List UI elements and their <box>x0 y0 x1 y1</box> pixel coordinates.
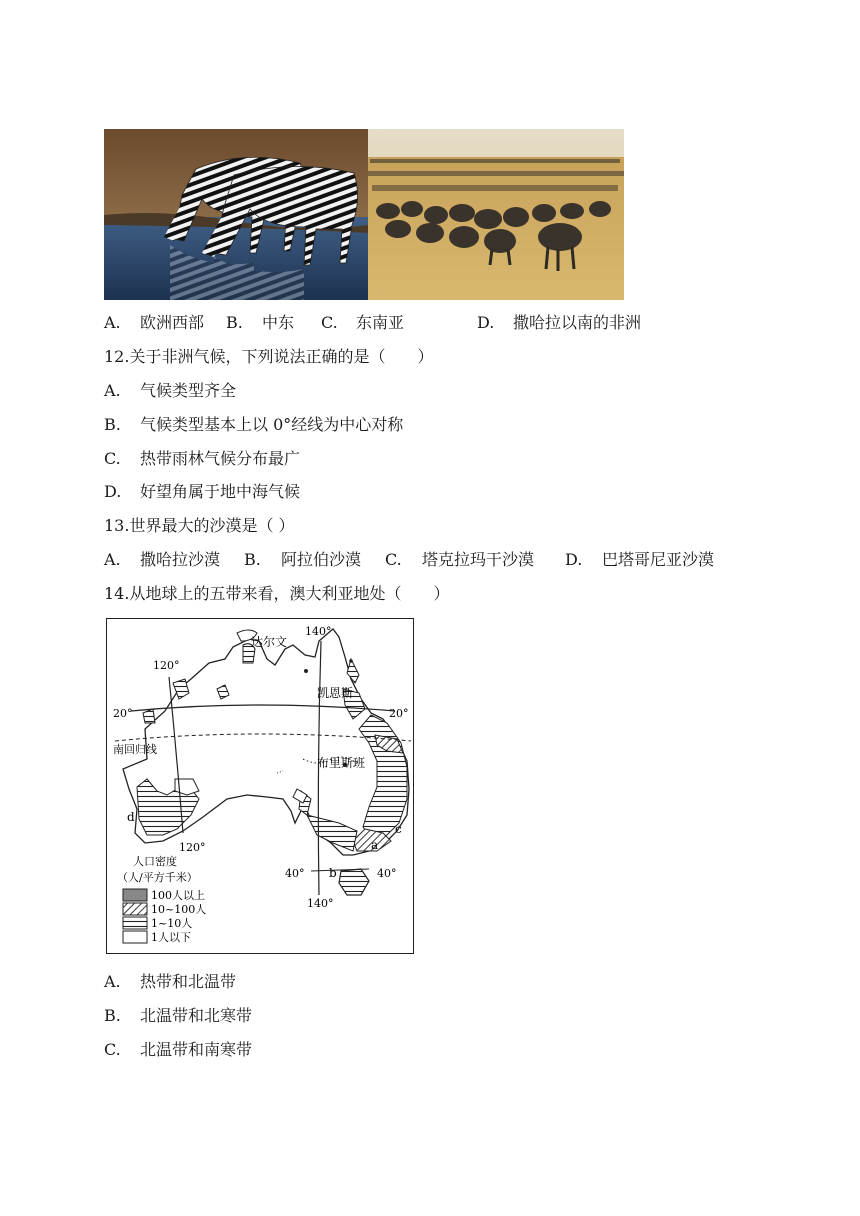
q14-option-b-letter: B. <box>104 1006 121 1025</box>
q12-option-b <box>104 415 403 435</box>
label-lat20-left: 20° <box>113 707 133 720</box>
q12-option-a <box>104 381 236 401</box>
label-lat40-left: 40° <box>285 867 305 880</box>
q14-option-a-text: 热带和北温带 <box>140 972 237 991</box>
q12-option-c-letter: C. <box>104 449 121 468</box>
q14-option-a-letter: A. <box>104 972 121 991</box>
label-lat20-right: 20° <box>389 707 409 720</box>
q13-option-c-text: 塔克拉玛干沙漠 <box>422 550 535 569</box>
q14-option-b-text: 北温带和北寒带 <box>140 1006 253 1025</box>
q11-option-c-letter: C. <box>321 313 338 332</box>
zebra-photo <box>104 129 368 300</box>
q12-option-a-text: 气候类型齐全 <box>140 381 237 400</box>
label-brisbane: 布里斯班 <box>317 756 366 770</box>
q11-option-a-letter: A. <box>104 313 121 332</box>
label-tropic: 南回归线 <box>113 743 157 756</box>
legend-item-under-1: 1人以下 <box>151 931 191 944</box>
label-lon140-bottom: 140° <box>307 897 334 910</box>
q12-option-d-letter: D. <box>104 482 122 501</box>
wildebeest-photo-drawing <box>368 129 624 300</box>
q13-option-a-text: 撒哈拉沙漠 <box>140 550 221 569</box>
q11-option-d-text: 撒哈拉以南的非洲 <box>513 313 642 332</box>
label-b: b <box>329 866 337 880</box>
q11-option-b-letter: B. <box>226 313 243 332</box>
label-lon140-top: 140° <box>305 625 332 638</box>
q12-option-c-text: 热带雨林气候分布最广 <box>140 449 301 468</box>
q11-option-a-text: 欧洲西部 <box>140 313 205 332</box>
q14-option-a <box>104 972 236 992</box>
legend-item-10-100: 10~100人 <box>151 903 207 916</box>
label-darwin: 达尔文 <box>251 635 288 649</box>
q13-option-d-letter: D. <box>565 550 583 569</box>
q12-option-b-text: 气候类型基本上以 0°经线为中心对称 <box>140 415 404 434</box>
q11-option-b-text: 中东 <box>262 313 295 332</box>
legend-item-1-10: 1~10人 <box>151 917 193 930</box>
legend-title: 人口密度 <box>133 855 177 868</box>
q12-option-c <box>104 449 300 469</box>
australia-map-drawing <box>107 619 413 953</box>
tasmania-island <box>339 869 369 895</box>
q14-option-c-text: 北温带和南寒带 <box>140 1040 253 1059</box>
legend-item-100-plus: 100人以上 <box>151 889 205 902</box>
q13-option-c-letter: C. <box>385 550 402 569</box>
q13-stem: 13.世界最大的沙漠是（ ） <box>104 516 295 535</box>
label-lon120-top: 120° <box>153 659 180 672</box>
q14-option-c <box>104 1040 252 1060</box>
q11-option-c-text: 东南亚 <box>356 313 405 332</box>
q11-option-d-letter: D. <box>477 313 495 332</box>
legend-swatch-1-10 <box>123 917 147 929</box>
q14-option-b <box>104 1006 252 1026</box>
legend-swatch-100-plus <box>123 889 147 901</box>
q13-option-b-letter: B. <box>244 550 261 569</box>
q13-option-b-text: 阿拉伯沙漠 <box>281 550 362 569</box>
q12-option-d <box>104 482 300 502</box>
label-c: c <box>395 822 402 836</box>
q14-stem: 14.从地球上的五带来看，澳大利亚地处（ ） <box>104 584 450 603</box>
label-cairns: 凯恩斯 <box>317 686 354 700</box>
q14-option-c-letter: C. <box>104 1040 121 1059</box>
q13-option-a-letter: A. <box>104 550 121 569</box>
q12-option-a-letter: A. <box>104 381 121 400</box>
legend-swatch-10-100 <box>123 903 147 915</box>
q13-options <box>104 550 714 570</box>
label-a: a <box>371 838 379 852</box>
q11-options <box>104 313 641 333</box>
wildebeest-photo <box>368 129 624 300</box>
australia-population-map <box>106 618 414 954</box>
q12-option-d-text: 好望角属于地中海气候 <box>140 482 301 501</box>
zebra-photo-drawing <box>104 129 368 300</box>
legend-subtitle: （人/平方千米） <box>117 871 198 884</box>
q13-option-d-text: 巴塔哥尼亚沙漠 <box>602 550 715 569</box>
label-lon120-bottom: 120° <box>179 841 206 854</box>
label-lat40-right: 40° <box>377 867 397 880</box>
label-d: d <box>127 810 135 824</box>
legend-swatch-under-1 <box>123 931 147 943</box>
q12-option-b-letter: B. <box>104 415 121 434</box>
q12-stem: 12.关于非洲气候，下列说法正确的是（ ） <box>104 347 434 366</box>
